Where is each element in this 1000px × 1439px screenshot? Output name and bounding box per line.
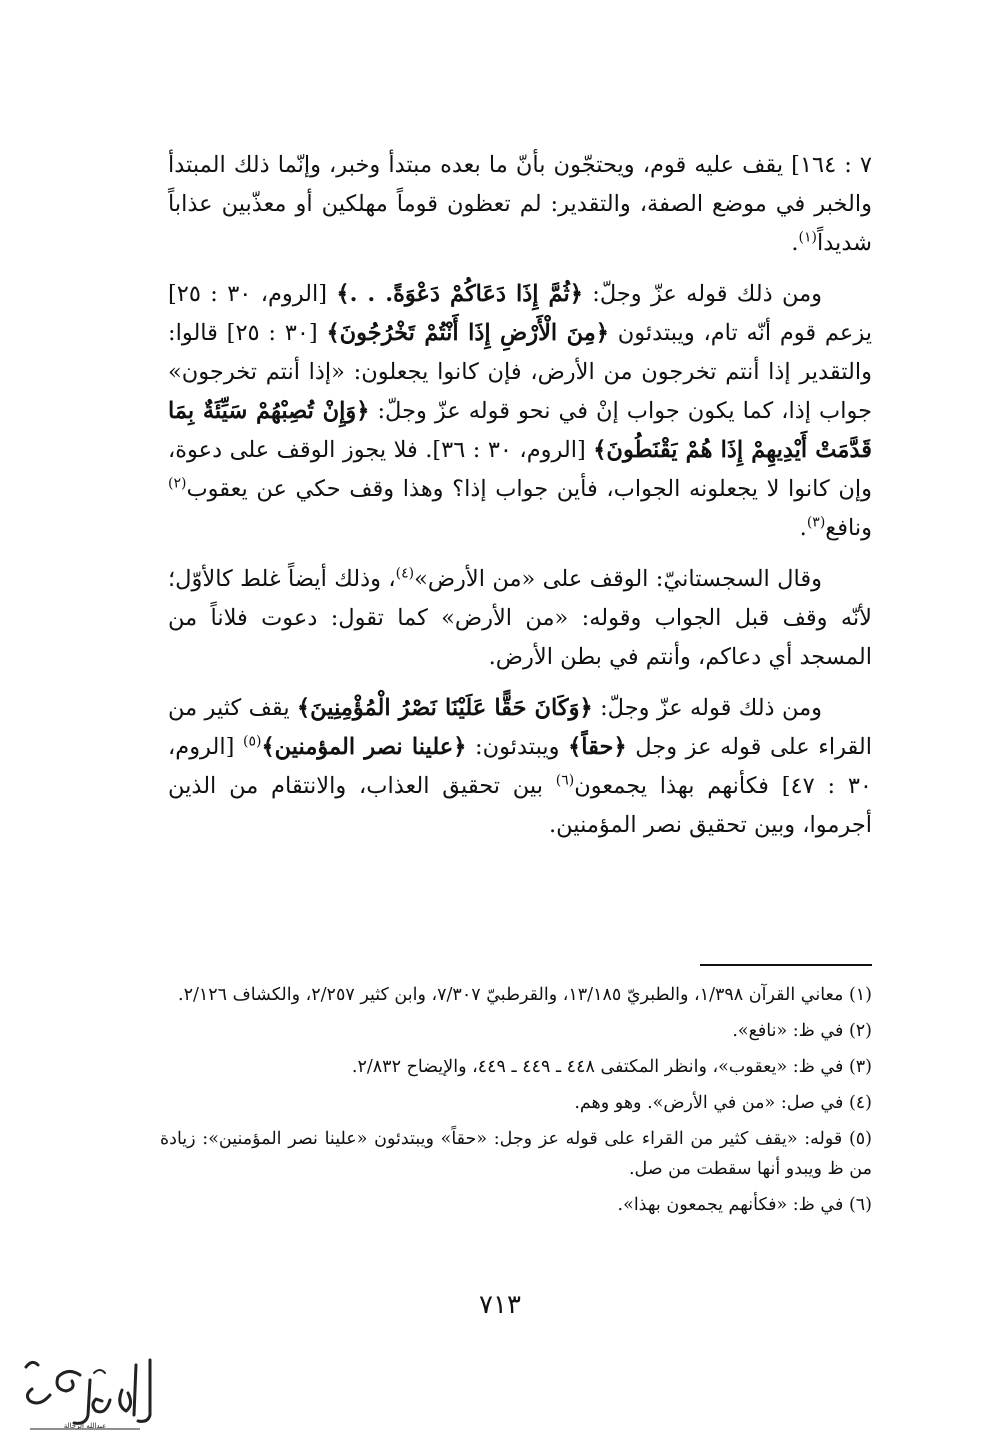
footnote-text: قوله: «يقف كثير من القراء على قوله عز وجل: «حقاً» ويبتدئون «علينا نصر المؤمنين»: زيادة من ظ ويبدو أنها سقطت من صل. bbox=[160, 1129, 872, 1179]
paragraph-4-text-a: ومن ذلك قوله عزّ وجلّ: bbox=[592, 695, 823, 721]
quran-quote-4: ﴿وَكَانَ حَقًّا عَلَيْنَا نَصْرُ الْمُؤْمِنِينَ﴾ bbox=[296, 695, 593, 721]
footnote-number: (٣) bbox=[848, 1057, 872, 1077]
footnote-ref-2[interactable]: (٢) bbox=[168, 475, 187, 492]
paragraph-2-text-e: ونافع bbox=[825, 515, 872, 541]
footnote-1 bbox=[160, 980, 872, 1010]
footnote-4 bbox=[160, 1088, 872, 1118]
footnote-number: (٥) bbox=[848, 1129, 872, 1149]
quran-quote-5: ﴿حقاً﴾ bbox=[568, 734, 627, 760]
footnote-number: (١) bbox=[848, 985, 872, 1005]
paragraph-4-text-d: [الروم، ٣٠ : ٤٧] فكأنهم بهذا يجمعون bbox=[168, 734, 872, 799]
calligraphy-seal-logo bbox=[10, 1345, 160, 1435]
paragraph-2-text-a: ومن ذلك قوله عزّ وجلّ: bbox=[582, 281, 822, 307]
paragraph-1-end: . bbox=[791, 230, 799, 256]
footnote-6 bbox=[160, 1190, 872, 1220]
quran-quote-1: ﴿ثُمَّ إِذَا دَعَاكُمْ دَعْوَةً. . .﴾ bbox=[336, 281, 583, 307]
footnote-ref-3[interactable]: (٣) bbox=[806, 514, 826, 531]
paragraph-4 bbox=[168, 689, 872, 845]
footnote-2 bbox=[160, 1016, 872, 1046]
footnote-ref-1[interactable]: (١) bbox=[798, 229, 817, 246]
footnote-text: في صل: «من في الأرض». وهو وهم. bbox=[574, 1093, 844, 1113]
footnote-text: معاني القرآن ١/٣٩٨، والطبريّ ١٣/١٨٥، والقرطبيّ ٧/٣٠٧، وابن كثير ٢/٢٥٧، والكشاف ٢/١٢٦. bbox=[178, 985, 844, 1005]
footnote-ref-4[interactable]: (٤) bbox=[395, 565, 415, 582]
paragraph-2-text-f: . bbox=[799, 515, 807, 541]
paragraph-3 bbox=[168, 560, 872, 677]
paragraph-1 bbox=[168, 146, 872, 263]
footnote-divider bbox=[700, 964, 872, 966]
main-text bbox=[168, 146, 872, 857]
quran-quote-6: ﴿علينا نصر المؤمنين﴾ bbox=[261, 734, 467, 760]
paragraph-2-text-c: [٣٠ : ٢٥] قالوا: والتقدير إذا أنتم تخرجون من الأرض، فإن كانوا يجعلون: «إذا أنتم تخرجون» جواب إذا، كما يكون جواب إنْ في نحو قوله عزّ وجلّ: bbox=[168, 320, 872, 424]
paragraph-4-text-c: ويبتدئون: bbox=[466, 734, 569, 760]
footnotes bbox=[160, 980, 872, 1226]
paragraph-4-text-b: يقف كثير من القراء على قوله عز وجل bbox=[168, 695, 873, 760]
paragraph-2-text-b: [الروم، ٣٠ : ٢٥] يزعم قوم أنّه تام، ويبتدئون bbox=[168, 281, 873, 346]
paragraph-2 bbox=[168, 275, 872, 548]
svg-text:عبدالله الرحالة: عبدالله الرحالة bbox=[63, 1422, 107, 1430]
footnote-text: في ظ: «فكأنهم يجمعون بهذا». bbox=[617, 1195, 844, 1215]
footnote-number: (٦) bbox=[848, 1195, 872, 1215]
footnote-number: (٢) bbox=[848, 1021, 872, 1041]
paragraph-4-text-e: بين تحقيق العذاب، والانتقام من الذين أجرموا، وبين تحقيق نصر المؤمنين. bbox=[168, 773, 872, 838]
quran-quote-3: ﴿وَإِنْ تُصِبْهُمْ سَيِّئَةٌ بِمَا قَدَّمَتْ أَيْدِيهِمْ إِذَا هُمْ يَقْنَطُونَ﴾ bbox=[168, 398, 872, 463]
paragraph-2-text-d: [الروم، ٣٠ : ٣٦]. فلا يجوز الوقف على دعوة، وإن كانوا لا يجعلونه الجواب، فأين جواب إذا؟ وهذا وقف حكي عن يعقوب bbox=[168, 437, 872, 502]
footnote-text: في ظ: «يعقوب»، وانظر المكتفى ٤٤٨ ـ ٤٤٩ ـ ٤٤٩، والإيضاح ٢/٨٣٢. bbox=[351, 1057, 844, 1077]
paragraph-3-text-a: وقال السجستانيّ: الوقف على «من الأرض» bbox=[414, 566, 822, 592]
footnote-5 bbox=[160, 1124, 872, 1184]
quran-quote-2: ﴿مِنَ الْأَرْضِ إِذَا أَنْتُمْ تَخْرُجُونَ﴾ bbox=[326, 320, 609, 346]
footnote-number: (٤) bbox=[848, 1093, 872, 1113]
paragraph-1-text: ٧ : ١٦٤] يقف عليه قوم، ويحتجّون بأنّ ما بعده مبتدأ وخبر، وإنّما ذلك المبتدأ والخبر في موضع الصفة، والتقدير: لم تعظون قوماً مهلكين أو معذّبين عذاباً شديداً bbox=[168, 152, 873, 256]
footnote-ref-6[interactable]: (٦) bbox=[555, 772, 575, 789]
footnote-text: في ظ: «نافع». bbox=[732, 1021, 844, 1041]
page-number: ٧١٣ bbox=[479, 1290, 521, 1320]
paragraph-3-text-b: ، وذلك أيضاً غلط كالأوّل؛ لأنّه وقف قبل الجواب وقوله: «من الأرض» كما تقول: دعوت فلاناً من المسجد أي دعاكم، وأنتم في بطن الأرض. bbox=[168, 566, 872, 670]
footnote-3 bbox=[160, 1052, 872, 1082]
footnote-ref-5[interactable]: (٥) bbox=[242, 733, 262, 750]
